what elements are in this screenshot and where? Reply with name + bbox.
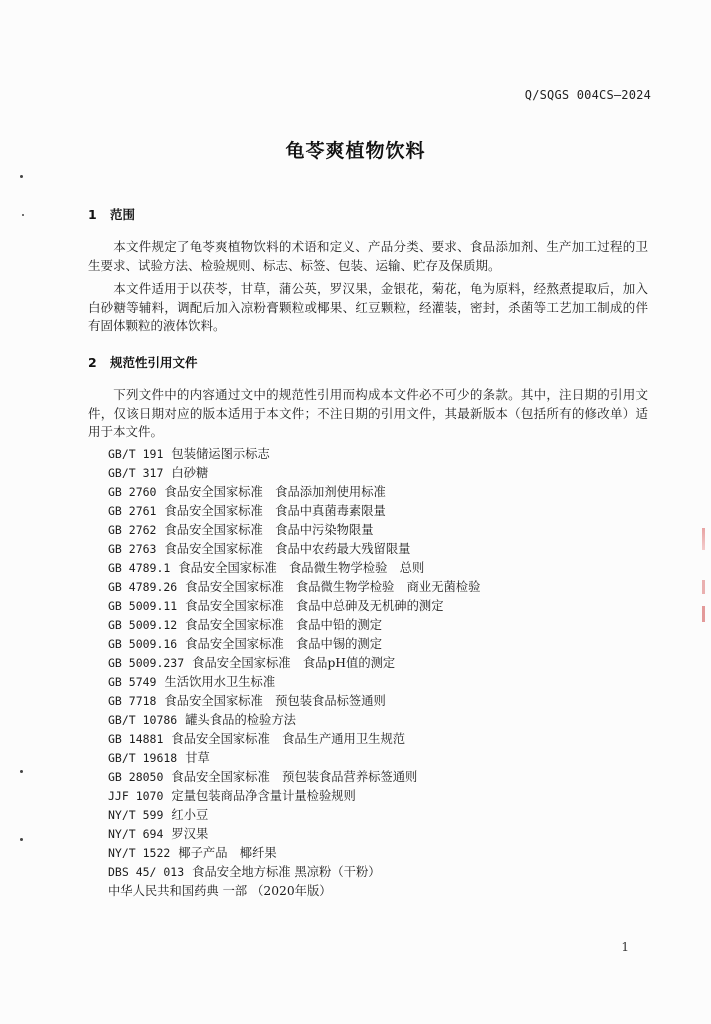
reference-item [108,863,480,882]
reference-name: 罐头食品的检验方法 [185,713,296,727]
reference-code: GB 7718 [108,694,157,708]
reference-code: GB 5009.16 [108,637,178,651]
reference-code: GB 14881 [108,732,164,746]
reference-item [108,844,480,863]
reference-name: 红小豆 [171,808,209,822]
reference-item [108,464,480,483]
reference-name: 食品安全国家标准 食品微生物学检验 商业无菌检验 [185,580,481,594]
reference-name: 食品安全国家标准 食品添加剂使用标准 [164,485,386,499]
reference-item [108,616,480,635]
reference-code: GB 2762 [108,523,157,537]
reference-item [108,483,480,502]
reference-name: 生活饮用水卫生标准 [164,675,276,689]
reference-item [108,654,480,673]
reference-name: 食品安全国家标准 预包装食品营养标签通则 [171,770,418,784]
reference-name: 甘草 [185,751,210,765]
reference-code: GB 4789.1 [108,561,171,575]
reference-item [108,749,480,768]
seal-edge-mark [702,606,705,622]
reference-name: 食品安全国家标准 食品生产通用卫生规范 [171,732,406,746]
reference-code: GB 2760 [108,485,157,499]
document-title: 龟苓爽植物饮料 [285,140,426,162]
reference-code: GB 5749 [108,675,157,689]
reference-item [108,559,480,578]
reference-name: 包装储运图示标志 [171,447,270,461]
reference-item [108,882,480,901]
paragraph [88,386,648,442]
reference-code: NY/T 1522 [108,846,171,860]
reference-item [108,597,480,616]
reference-list [108,445,480,901]
reference-item [108,502,480,521]
section-title: 规范性引用文件 [110,355,198,370]
paragraph-text: 本文件规定了龟苓爽植物饮料的术语和定义、产品分类、要求、食品添加剂、生产加工过程的卫生要求、试验方法、检验规则、标志、标签、包装、运输、贮存及保质期。 [88,239,648,273]
reference-code: GB 5009.237 [108,656,185,670]
reference-item [108,521,480,540]
reference-name: 食品安全国家标准 食品中真菌毒素限量 [164,504,386,518]
scan-speck [20,838,23,841]
section-number: 1 [88,207,97,222]
reference-name: 定量包装商品净含量计量检验规则 [171,789,356,803]
scan-speck [20,175,23,178]
reference-item [108,806,480,825]
reference-code: GB/T 317 [108,466,164,480]
reference-code: GB 2761 [108,504,157,518]
reference-name: 食品安全国家标准 预包装食品标签通则 [164,694,386,708]
reference-name: 椰子产品 椰纤果 [178,846,277,860]
reference-name: 食品安全国家标准 食品中总砷及无机砷的测定 [185,599,444,613]
reference-item [108,445,480,464]
reference-item [108,635,480,654]
reference-item [108,730,480,749]
reference-item [108,787,480,806]
scan-speck [20,770,23,773]
reference-code: NY/T 599 [108,808,164,822]
reference-name: 白砂糖 [171,466,209,480]
paragraph [88,280,648,336]
reference-name: 食品安全国家标准 食品中污染物限量 [164,523,374,537]
reference-code: NY/T 694 [108,827,164,841]
paragraph-text: 下列文件中的内容通过文中的规范性引用而构成本文件必不可少的条款。其中，注日期的引用文件，仅该日期对应的版本适用于本文件；不注日期的引用文件，其最新版本（包括所有的修改单）适用于本文件。 [88,387,648,439]
reference-name: 食品安全国家标准 食品中农药最大残留限量 [164,542,411,556]
reference-code: GB/T 10786 [108,713,178,727]
reference-name: 食品安全国家标准 食品中铅的测定 [185,618,383,632]
reference-item [108,768,480,787]
reference-code: GB/T 19618 [108,751,178,765]
paragraph [88,238,648,275]
reference-item [108,673,480,692]
reference-name: 食品安全国家标准 食品微生物学检验 总则 [178,561,425,575]
reference-item [108,540,480,559]
reference-name: 食品安全国家标准 食品pH值的测定 [192,656,396,670]
reference-name: 食品安全国家标准 食品中锡的测定 [185,637,383,651]
reference-code: GB 4789.26 [108,580,178,594]
reference-name: 罗汉果 [171,827,209,841]
section-number: 2 [88,355,97,370]
reference-code: GB/T 191 [108,447,164,461]
reference-name: 食品安全地方标准 黑凉粉（干粉） [192,865,381,879]
reference-code: JJF 1070 [108,789,164,803]
reference-item [108,578,480,597]
document-code: Q/SQGS 004CS—2024 [524,88,651,102]
paragraph-text: 本文件适用于以茯苓，甘草，蒲公英，罗汉果，金银花，菊花，龟为原料，经熬煮提取后，加入白砂糖等辅料，调配后加入凉粉膏颗粒或椰果、红豆颗粒，经灌装，密封，杀菌等工艺加工制成的伴有固体颗粒的液体饮料。 [88,281,648,333]
reference-code: DBS 45/ 013 [108,865,185,879]
section-heading-normative-references [88,353,198,371]
reference-code: GB 5009.12 [108,618,178,632]
reference-code: GB 5009.11 [108,599,178,613]
seal-edge-mark [702,528,705,550]
reference-code: GB 2763 [108,542,157,556]
section-heading-scope [88,205,135,223]
seal-edge-mark [702,580,705,594]
reference-code: GB 28050 [108,770,164,784]
reference-name: 中华人民共和国药典 一部 （2020年版） [108,884,332,898]
reference-item [108,711,480,730]
scan-speck [22,214,24,216]
reference-item [108,825,480,844]
reference-item [108,692,480,711]
section-title: 范围 [110,207,136,222]
page-number: 1 [621,940,629,954]
